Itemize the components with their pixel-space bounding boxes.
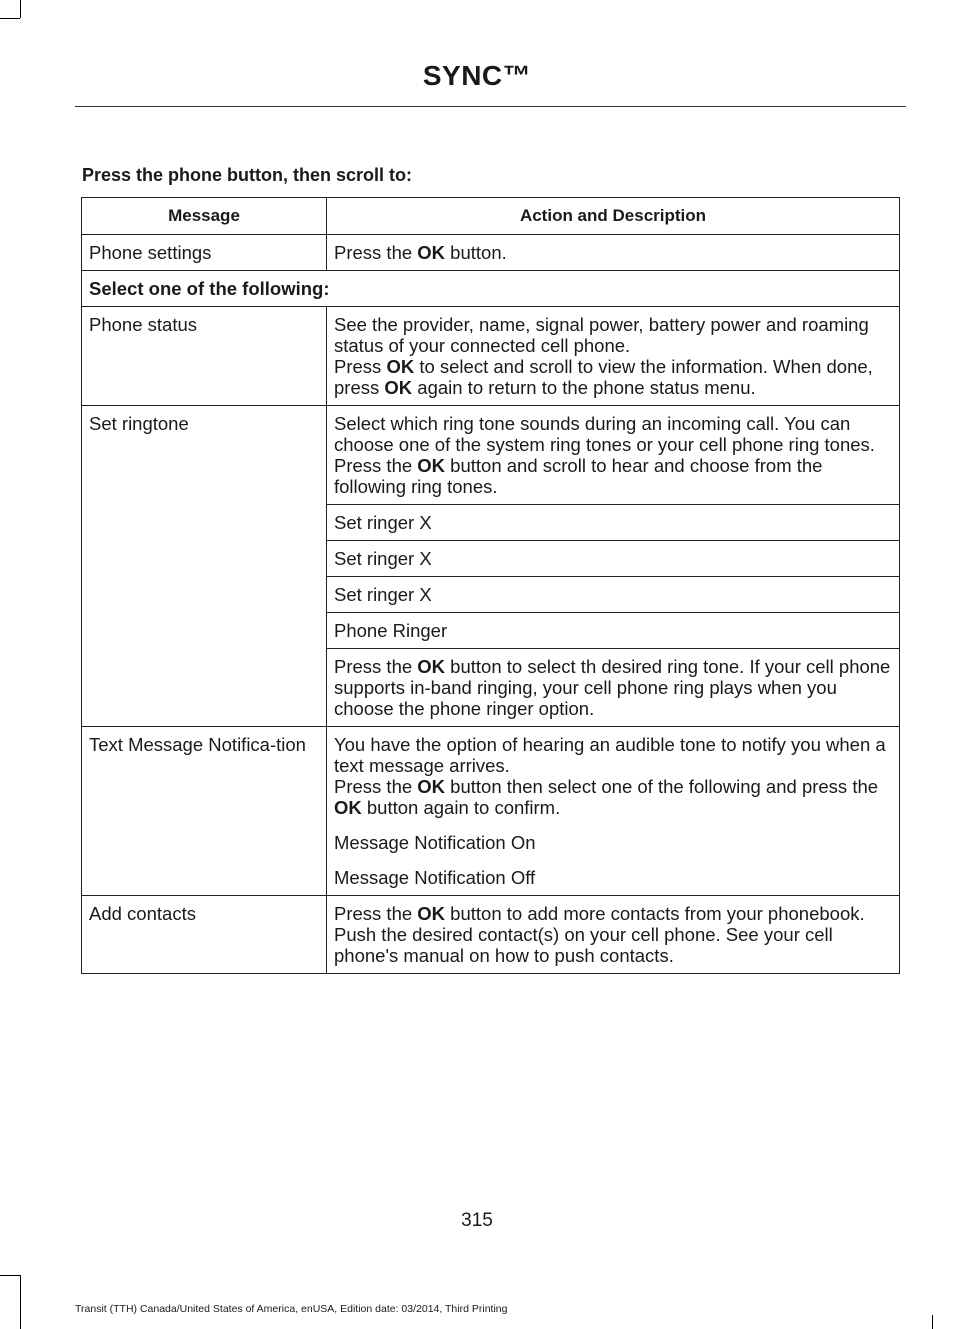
action-cell: Press the OK button to add more contacts from your phonebook. Push the desired contact(s) on your cell phone. See your cell phone's manual on how to push contacts.	[327, 896, 900, 974]
crop-mark	[20, 0, 21, 18]
action-cell: Press the OK button to select th desired ring tone. If your cell phone supports in-band ringing, your cell phone ring plays when you choose the phone ringer option.	[327, 649, 900, 727]
ringtone-option: Set ringer X	[327, 577, 900, 613]
table-row	[82, 406, 900, 505]
action-cell	[327, 727, 900, 896]
column-header-message: Message	[82, 198, 327, 235]
ringtone-option: Set ringer X	[327, 505, 900, 541]
table-row	[82, 307, 900, 406]
message-cell: Phone status	[82, 307, 327, 406]
message-cell: Add contacts	[82, 896, 327, 974]
action-cell	[327, 307, 900, 406]
edition-footer: Transit (TTH) Canada/United States of America, enUSA, Edition date: 03/2014, Third Printing	[75, 1303, 508, 1315]
table-header-row	[82, 198, 900, 235]
table-row	[82, 235, 900, 271]
table-row	[82, 727, 900, 896]
instruction-text: Press the OK button then select one of the following and press the OK button again to confirm.	[334, 776, 879, 818]
page-title: SYNC™	[422, 60, 532, 91]
header-divider	[75, 106, 906, 107]
section-title-cell: Select one of the following:	[82, 271, 900, 307]
crop-mark	[0, 18, 20, 19]
crop-mark	[932, 1315, 933, 1329]
action-cell: Press the OK button.	[327, 235, 900, 271]
intro-text: Press the phone button, then scroll to:	[82, 165, 413, 185]
message-cell: Text Message Notifica-tion	[82, 727, 327, 896]
instruction-text: Press OK to select and scroll to view the information. When done, press OK again to return to the phone status menu.	[334, 356, 873, 398]
table-row	[82, 271, 900, 307]
crop-mark	[0, 1275, 20, 1276]
description-text: Select which ring tone sounds during an incoming call. You can choose one of the system ring tones or your cell phone ring tones.	[334, 413, 875, 455]
message-cell: Set ringtone	[82, 406, 327, 727]
phone-menu-table	[81, 197, 900, 974]
description-text: You have the option of hearing an audible tone to notify you when a text message arrives.	[334, 734, 886, 776]
instruction-text: Press the OK button and scroll to hear and choose from the following ring tones.	[334, 455, 823, 497]
table-row	[82, 896, 900, 974]
page-number: 315	[461, 1210, 493, 1231]
notification-option: Message Notification On	[334, 832, 536, 853]
crop-mark	[20, 1275, 21, 1329]
column-header-action: Action and Description	[327, 198, 900, 235]
ringtone-option: Phone Ringer	[327, 613, 900, 649]
description-text: See the provider, name, signal power, battery power and roaming status of your connected cell phone.	[334, 314, 869, 356]
action-cell	[327, 406, 900, 505]
message-cell: Phone settings	[82, 235, 327, 271]
ringtone-option: Set ringer X	[327, 541, 900, 577]
notification-option: Message Notification Off	[334, 867, 536, 888]
